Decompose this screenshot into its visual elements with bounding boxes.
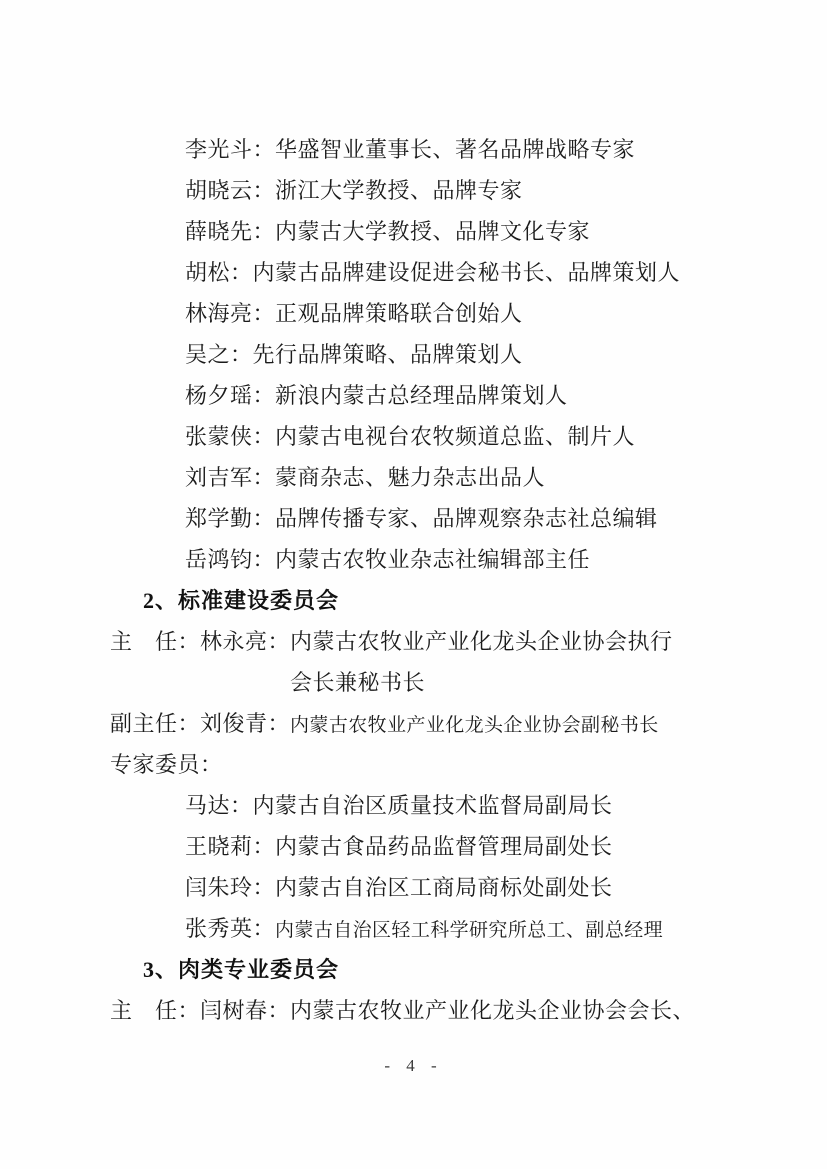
expert-line: 杨夕瑶：新浪内蒙古总经理品牌策划人 [185,383,568,408]
expert-line: 闫朱玲：内蒙古自治区工商局商标处副处长 [185,875,613,900]
expert-line: 林海亮：正观品牌策略联合创始人 [185,301,523,326]
director-text: 闫树春：内蒙古农牧业产业化龙头企业协会会长、 [200,998,696,1023]
expert-line: 胡松：内蒙古品牌建设促进会秘书长、品牌策划人 [185,260,681,285]
expert-line: 刘吉军：蒙商杂志、魅力杂志出品人 [185,465,546,490]
director-label: 主 任： [110,629,201,654]
section-heading-meat: 3、肉类专业委员会 [143,957,340,982]
deputy-director-desc: 内蒙古农牧业产业化龙头企业协会副秘书长 [290,715,659,736]
director-line [110,990,720,1031]
section-heading-standards: 2、标准建设委员会 [143,588,340,613]
expert-line: 岳鸿钧：内蒙古农牧业杂志社编辑部主任 [185,547,591,572]
expert-members-label: 专家委员： [110,752,223,777]
expert-name: 张秀英： [185,916,276,941]
expert-line: 薛晓先：内蒙古大学教授、品牌文化专家 [185,219,591,244]
director-text: 林永亮：内蒙古农牧业产业化龙头企业协会执行 [200,629,673,654]
expert-line: 李光斗：华盛智业董事长、著名品牌战略专家 [185,137,636,162]
page-number: - 4 - [384,1056,443,1075]
expert-desc: 内蒙古自治区轻工科学研究所总工、副总经理 [275,920,664,941]
document-body [110,129,720,1031]
expert-line: 吴之：先行品牌策略、品牌策划人 [185,342,523,367]
expert-line: 郑学勤：品牌传播专家、品牌观察杂志社总编辑 [185,506,658,531]
deputy-director-line [110,703,720,744]
director-line [110,621,720,662]
expert-line: 马达：内蒙古自治区质量技术监督局副局长 [185,793,613,818]
deputy-director-name: 刘俊青： [200,711,291,736]
director-line-wrap: 会长兼秘书长 [290,670,426,695]
director-label: 主 任： [110,998,201,1023]
expert-line: 张蒙侠：内蒙古电视台农牧频道总监、制片人 [185,424,636,449]
expert-line: 胡晓云：浙江大学教授、品牌专家 [185,178,523,203]
expert-line: 王晓莉：内蒙古食品药品监督管理局副处长 [185,834,613,859]
expert-line [110,908,720,949]
deputy-director-label: 副主任： [110,711,201,736]
